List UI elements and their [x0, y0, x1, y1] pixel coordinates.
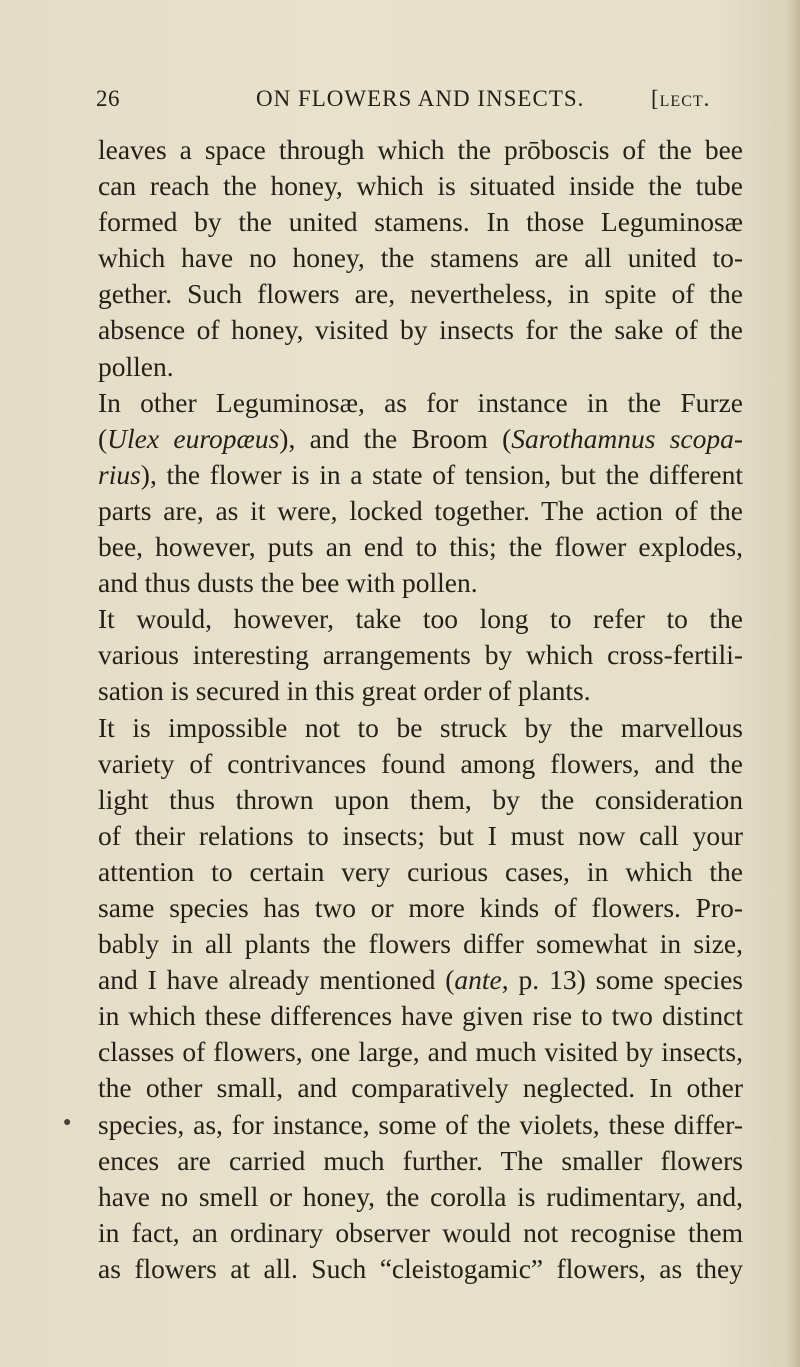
- text-line: It would, however, take too long to refer to the: [98, 603, 743, 635]
- page-edge: [786, 0, 800, 1367]
- text-line: bably in all plants the flowers differ somewhat in size,: [98, 928, 743, 960]
- text-line: as flowers at all. Such “cleistogamic” flowers, as they: [98, 1252, 743, 1284]
- text-line: the other small, and comparatively neglected. In other: [98, 1072, 743, 1104]
- body-text: [98, 132, 743, 1287]
- page-number: 26: [96, 86, 120, 111]
- text-line: and I have already mentioned (ante, p. 13) some species: [98, 964, 743, 996]
- text-line: absence of honey, visited by insects for the sake of the: [98, 314, 743, 346]
- text-line: same species has two or more kinds of flowers. Pro-: [98, 891, 743, 923]
- text-line: light thus thrown upon them, by the consideration: [98, 783, 743, 815]
- text-line: (Ulex europæus), and the Broom (Sarothamnus scopa-: [98, 422, 744, 454]
- text-line: It is impossible not to be struck by the marvellous: [98, 711, 743, 743]
- text-line: have no smell or honey, the corolla is rudimentary, and,: [98, 1180, 743, 1212]
- text-line: which have no honey, the stamens are all united to-: [98, 242, 743, 274]
- text-line: formed by the united stamens. In those Leguminosæ: [98, 206, 743, 238]
- text-line: sation is secured in this great order of plants.: [98, 675, 591, 707]
- text-line: pollen.: [98, 350, 174, 382]
- text-line: of their relations to insects; but I must now call your: [98, 819, 743, 851]
- page-header: [96, 86, 736, 120]
- text-line: gether. Such flowers are, nevertheless, in spite of the: [98, 278, 743, 310]
- text-line: and thus dusts the bee with pollen.: [98, 567, 478, 599]
- text-line: in which these differences have given rise to two distinct: [98, 1000, 743, 1032]
- margin-mark: ●: [63, 1115, 72, 1130]
- text-line: can reach the honey, which is situated inside the tube: [98, 170, 743, 202]
- text-line: ences are carried much further. The smaller flowers: [98, 1144, 743, 1176]
- lecture-label: [lect.: [651, 86, 711, 111]
- running-title: ON FLOWERS AND INSECTS.: [256, 86, 585, 111]
- text-line: parts are, as it were, locked together. The action of the: [98, 494, 743, 526]
- text-line: bee, however, puts an end to this; the flower explodes,: [98, 531, 743, 563]
- text-line: rius), the flower is in a state of tension, but the different: [98, 458, 743, 490]
- text-line: variety of contrivances found among flowers, and the: [98, 747, 743, 779]
- text-line: species, as, for instance, some of the violets, these differ-: [98, 1108, 743, 1140]
- text-line: leaves a space through which the prōboscis of the bee: [98, 134, 743, 165]
- text-line: In other Leguminosæ, as for instance in the Furze: [98, 386, 743, 418]
- text-line: attention to certain very curious cases, in which the: [98, 855, 743, 887]
- text-line: in fact, an ordinary observer would not recognise them: [98, 1216, 743, 1248]
- text-line: classes of flowers, one large, and much visited by insects,: [98, 1036, 743, 1068]
- text-line: various interesting arrangements by which cross-fertili-: [98, 639, 743, 671]
